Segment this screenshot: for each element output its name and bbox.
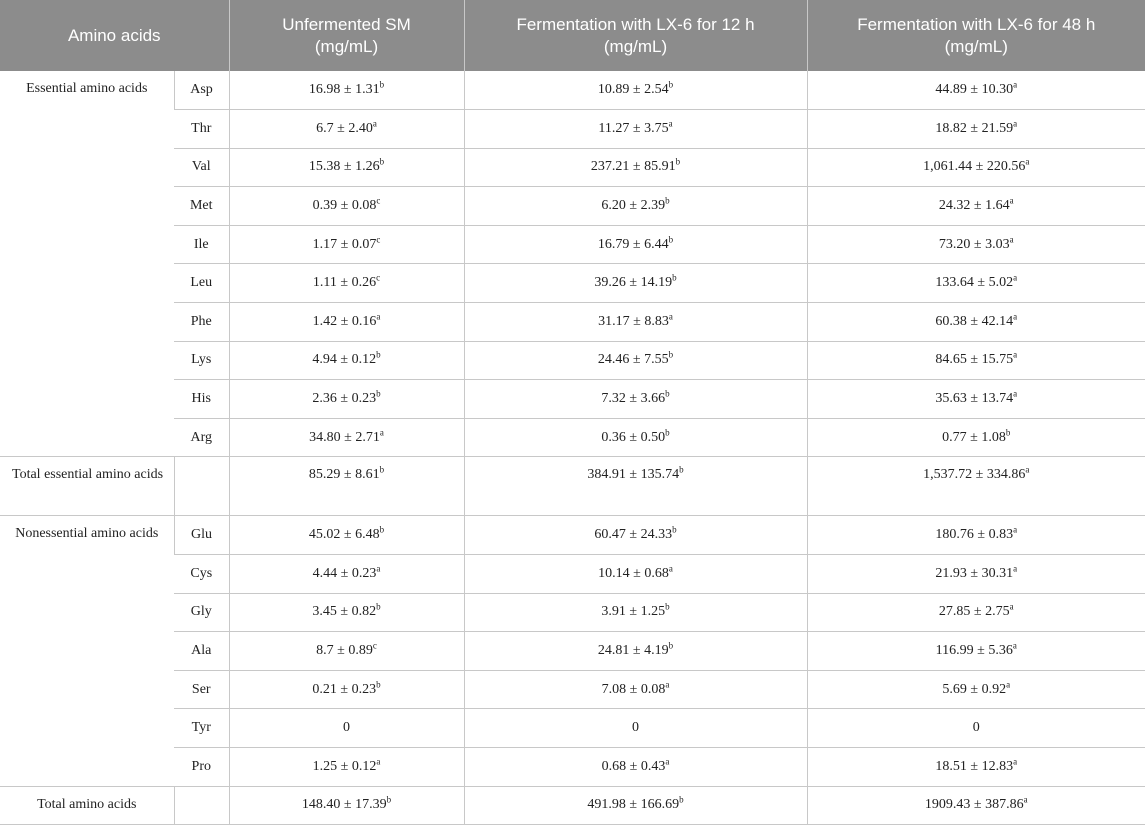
value: 180.76 ± 0.83 bbox=[935, 527, 1014, 543]
acid-name: Pro bbox=[174, 748, 229, 787]
value: 7.32 ± 3.66 bbox=[601, 391, 666, 407]
acid-name: Lys bbox=[174, 341, 229, 380]
value-unfermented bbox=[229, 341, 464, 380]
value: 35.63 ± 13.74 bbox=[935, 391, 1014, 407]
value: 39.26 ± 14.19 bbox=[594, 275, 673, 291]
value-unfermented bbox=[229, 632, 464, 671]
acid-name: Glu bbox=[174, 516, 229, 555]
table-row bbox=[0, 71, 1145, 110]
group-essential: Essential amino acids bbox=[0, 71, 174, 457]
significance: b bbox=[379, 156, 385, 167]
value-unfermented bbox=[229, 709, 464, 748]
group-total-essential: Total essential amino acids bbox=[0, 457, 174, 516]
significance: a bbox=[1009, 601, 1014, 612]
acid-name: Ser bbox=[174, 670, 229, 709]
value-48h bbox=[807, 670, 1145, 709]
significance: a bbox=[665, 756, 670, 767]
acid-name: Arg bbox=[174, 418, 229, 457]
value-12h bbox=[464, 786, 807, 825]
value: 1,537.72 ± 334.86 bbox=[923, 467, 1026, 483]
significance: b bbox=[376, 678, 381, 689]
header-amino-acids: Amino acids bbox=[0, 0, 229, 71]
table-row-total-essential bbox=[0, 457, 1145, 516]
value: 1.42 ± 0.16 bbox=[312, 313, 377, 329]
significance: c bbox=[376, 195, 381, 206]
value: 3.45 ± 0.82 bbox=[312, 604, 377, 620]
acid-name: Ile bbox=[174, 225, 229, 264]
value-unfermented bbox=[229, 264, 464, 303]
significance: a bbox=[1013, 311, 1018, 322]
value-unfermented bbox=[229, 748, 464, 787]
significance: b bbox=[665, 195, 670, 206]
table-row-total bbox=[0, 786, 1145, 825]
value: 8.7 ± 0.89 bbox=[316, 643, 373, 659]
acid-name: Val bbox=[174, 148, 229, 187]
value-unfermented bbox=[229, 303, 464, 342]
value-48h bbox=[807, 264, 1145, 303]
significance: b bbox=[376, 349, 381, 360]
significance: b bbox=[379, 464, 385, 475]
value-12h bbox=[464, 593, 807, 632]
value: 0.39 ± 0.08 bbox=[312, 198, 377, 214]
acid-name: Leu bbox=[174, 264, 229, 303]
value-48h bbox=[807, 709, 1145, 748]
value: 15.38 ± 1.26 bbox=[308, 159, 380, 175]
value-unfermented bbox=[229, 593, 464, 632]
value-48h bbox=[807, 748, 1145, 787]
significance: a bbox=[1013, 349, 1018, 360]
acid-name bbox=[174, 786, 229, 825]
value: 0.36 ± 0.50 bbox=[601, 429, 666, 445]
significance: a bbox=[1013, 563, 1018, 574]
significance: a bbox=[668, 563, 673, 574]
significance: a bbox=[1012, 640, 1017, 651]
significance: a bbox=[376, 311, 381, 322]
value: 133.64 ± 5.02 bbox=[935, 275, 1014, 291]
value: 1.25 ± 0.12 bbox=[312, 758, 377, 774]
group-nonessential: Nonessential amino acids bbox=[0, 516, 174, 786]
significance: b bbox=[679, 794, 684, 805]
value-12h bbox=[464, 418, 807, 457]
acid-name: Ala bbox=[174, 632, 229, 671]
value: 1.11 ± 0.26 bbox=[312, 275, 377, 291]
significance: b bbox=[665, 601, 670, 612]
value: 16.98 ± 1.31 bbox=[308, 82, 380, 98]
value-unfermented bbox=[229, 555, 464, 594]
value: 4.94 ± 0.12 bbox=[312, 352, 377, 368]
significance: a bbox=[1006, 678, 1011, 689]
value: 73.20 ± 3.03 bbox=[938, 236, 1010, 252]
value-12h bbox=[464, 303, 807, 342]
value-48h bbox=[807, 187, 1145, 226]
significance: b bbox=[672, 524, 677, 535]
value: 2.36 ± 0.23 bbox=[312, 391, 377, 407]
header-fermented-12h bbox=[464, 0, 807, 71]
value: 4.44 ± 0.23 bbox=[312, 565, 377, 581]
value-48h bbox=[807, 148, 1145, 187]
significance: a bbox=[379, 426, 384, 437]
value: 3.91 ± 1.25 bbox=[601, 604, 666, 620]
value: 0 bbox=[972, 720, 980, 736]
value-unfermented bbox=[229, 380, 464, 419]
value-48h bbox=[807, 380, 1145, 419]
value: 0.77 ± 1.08 bbox=[942, 429, 1006, 445]
significance: b bbox=[665, 426, 670, 437]
value: 6.7 ± 2.40 bbox=[316, 120, 373, 136]
value-48h bbox=[807, 457, 1145, 516]
significance: b bbox=[379, 524, 385, 535]
acid-name: His bbox=[174, 380, 229, 419]
significance: c bbox=[376, 234, 381, 245]
value-unfermented bbox=[229, 457, 464, 516]
header-unfermented-label: Unfermented SM (mg/mL) bbox=[282, 14, 411, 56]
significance: b bbox=[386, 794, 392, 805]
value-unfermented bbox=[229, 786, 464, 825]
significance: a bbox=[1013, 524, 1018, 535]
significance: a bbox=[668, 118, 673, 129]
value: 84.65 ± 15.75 bbox=[935, 352, 1014, 368]
significance: a bbox=[376, 756, 381, 767]
value-48h bbox=[807, 71, 1145, 110]
significance: b bbox=[668, 640, 674, 651]
acid-name: Met bbox=[174, 187, 229, 226]
value: 21.93 ± 30.31 bbox=[935, 565, 1014, 581]
value-12h bbox=[464, 632, 807, 671]
value-48h bbox=[807, 110, 1145, 149]
value-48h bbox=[807, 555, 1145, 594]
header-fermented-12h-label: Fermentation with LX-6 for 12 h (mg/mL) bbox=[516, 14, 755, 56]
significance: a bbox=[1009, 195, 1014, 206]
significance: a bbox=[668, 311, 673, 322]
value: 85.29 ± 8.61 bbox=[308, 467, 380, 483]
value: 31.17 ± 8.83 bbox=[598, 313, 669, 329]
significance: a bbox=[376, 563, 381, 574]
value-12h bbox=[464, 516, 807, 555]
acid-name: Phe bbox=[174, 303, 229, 342]
value-12h bbox=[464, 187, 807, 226]
value: 24.81 ± 4.19 bbox=[597, 643, 669, 659]
significance: b bbox=[665, 388, 670, 399]
value: 491.98 ± 166.69 bbox=[587, 797, 680, 813]
value: 24.46 ± 7.55 bbox=[597, 352, 669, 368]
significance: a bbox=[1013, 118, 1018, 129]
value-12h bbox=[464, 670, 807, 709]
value-12h bbox=[464, 148, 807, 187]
significance: b bbox=[679, 464, 684, 475]
value: 10.14 ± 0.68 bbox=[598, 565, 669, 581]
value: 10.89 ± 2.54 bbox=[597, 82, 669, 98]
significance: c bbox=[376, 272, 381, 283]
significance: a bbox=[1023, 794, 1028, 805]
value-unfermented bbox=[229, 187, 464, 226]
value: 148.40 ± 17.39 bbox=[301, 797, 387, 813]
significance: a bbox=[372, 118, 377, 129]
significance: a bbox=[1013, 272, 1018, 283]
significance: a bbox=[665, 678, 670, 689]
value: 237.21 ± 85.91 bbox=[590, 159, 676, 175]
value: 27.85 ± 2.75 bbox=[938, 604, 1010, 620]
value: 45.02 ± 6.48 bbox=[308, 527, 380, 543]
value-unfermented bbox=[229, 148, 464, 187]
header-fermented-48h-label: Fermentation with LX-6 for 48 h (mg/mL) bbox=[857, 14, 1096, 56]
significance: b bbox=[668, 234, 674, 245]
acid-name: Gly bbox=[174, 593, 229, 632]
value: 7.08 ± 0.08 bbox=[601, 681, 666, 697]
value: 1,061.44 ± 220.56 bbox=[923, 159, 1026, 175]
significance: a bbox=[1013, 79, 1018, 90]
acid-name: Thr bbox=[174, 110, 229, 149]
header-fermented-48h bbox=[807, 0, 1145, 71]
significance: b bbox=[672, 272, 677, 283]
value-12h bbox=[464, 225, 807, 264]
value-12h bbox=[464, 457, 807, 516]
table-row bbox=[0, 516, 1145, 555]
value-unfermented bbox=[229, 516, 464, 555]
value-unfermented bbox=[229, 225, 464, 264]
significance: b bbox=[1005, 426, 1011, 437]
acid-name bbox=[174, 457, 229, 516]
significance: a bbox=[1013, 388, 1018, 399]
value: 11.27 ± 3.75 bbox=[598, 120, 669, 136]
value: 60.38 ± 42.14 bbox=[935, 313, 1014, 329]
value: 0 bbox=[632, 720, 640, 736]
value: 384.91 ± 135.74 bbox=[587, 467, 680, 483]
value-unfermented bbox=[229, 110, 464, 149]
value-48h bbox=[807, 593, 1145, 632]
value: 18.51 ± 12.83 bbox=[935, 758, 1014, 774]
acid-name: Cys bbox=[174, 555, 229, 594]
significance: c bbox=[372, 640, 377, 651]
value-12h bbox=[464, 71, 807, 110]
value-12h bbox=[464, 341, 807, 380]
value: 6.20 ± 2.39 bbox=[601, 198, 666, 214]
value: 60.47 ± 24.33 bbox=[594, 527, 673, 543]
value-48h bbox=[807, 632, 1145, 671]
value-48h bbox=[807, 303, 1145, 342]
significance: b bbox=[376, 601, 381, 612]
value: 116.99 ± 5.36 bbox=[935, 643, 1013, 659]
significance: b bbox=[379, 79, 385, 90]
header-unfermented bbox=[229, 0, 464, 71]
value: 1909.43 ± 387.86 bbox=[924, 797, 1024, 813]
significance: b bbox=[376, 388, 381, 399]
significance: b bbox=[668, 79, 674, 90]
value: 0.68 ± 0.43 bbox=[601, 758, 666, 774]
value: 5.69 ± 0.92 bbox=[942, 681, 1007, 697]
value: 16.79 ± 6.44 bbox=[597, 236, 669, 252]
value: 0 bbox=[343, 720, 351, 736]
header-row bbox=[0, 0, 1145, 71]
significance: a bbox=[1025, 464, 1030, 475]
acid-name: Asp bbox=[174, 71, 229, 110]
value-48h bbox=[807, 225, 1145, 264]
significance: b bbox=[668, 349, 674, 360]
value-unfermented bbox=[229, 71, 464, 110]
value-12h bbox=[464, 555, 807, 594]
value-12h bbox=[464, 709, 807, 748]
table-body bbox=[0, 71, 1145, 825]
significance: a bbox=[1025, 156, 1030, 167]
value-12h bbox=[464, 110, 807, 149]
value: 0.21 ± 0.23 bbox=[312, 681, 377, 697]
value-unfermented bbox=[229, 418, 464, 457]
value-12h bbox=[464, 264, 807, 303]
table-header bbox=[0, 0, 1145, 71]
value-48h bbox=[807, 341, 1145, 380]
value: 18.82 ± 21.59 bbox=[935, 120, 1014, 136]
value-unfermented bbox=[229, 670, 464, 709]
value-48h bbox=[807, 516, 1145, 555]
significance: a bbox=[1009, 234, 1014, 245]
value-48h bbox=[807, 786, 1145, 825]
value: 24.32 ± 1.64 bbox=[938, 198, 1010, 214]
value: 34.80 ± 2.71 bbox=[309, 429, 380, 445]
value: 44.89 ± 10.30 bbox=[935, 82, 1014, 98]
value: 1.17 ± 0.07 bbox=[312, 236, 377, 252]
acid-name: Tyr bbox=[174, 709, 229, 748]
value-12h bbox=[464, 748, 807, 787]
significance: a bbox=[1013, 756, 1018, 767]
value-48h bbox=[807, 418, 1145, 457]
group-total: Total amino acids bbox=[0, 786, 174, 825]
value-12h bbox=[464, 380, 807, 419]
significance: b bbox=[675, 156, 681, 167]
